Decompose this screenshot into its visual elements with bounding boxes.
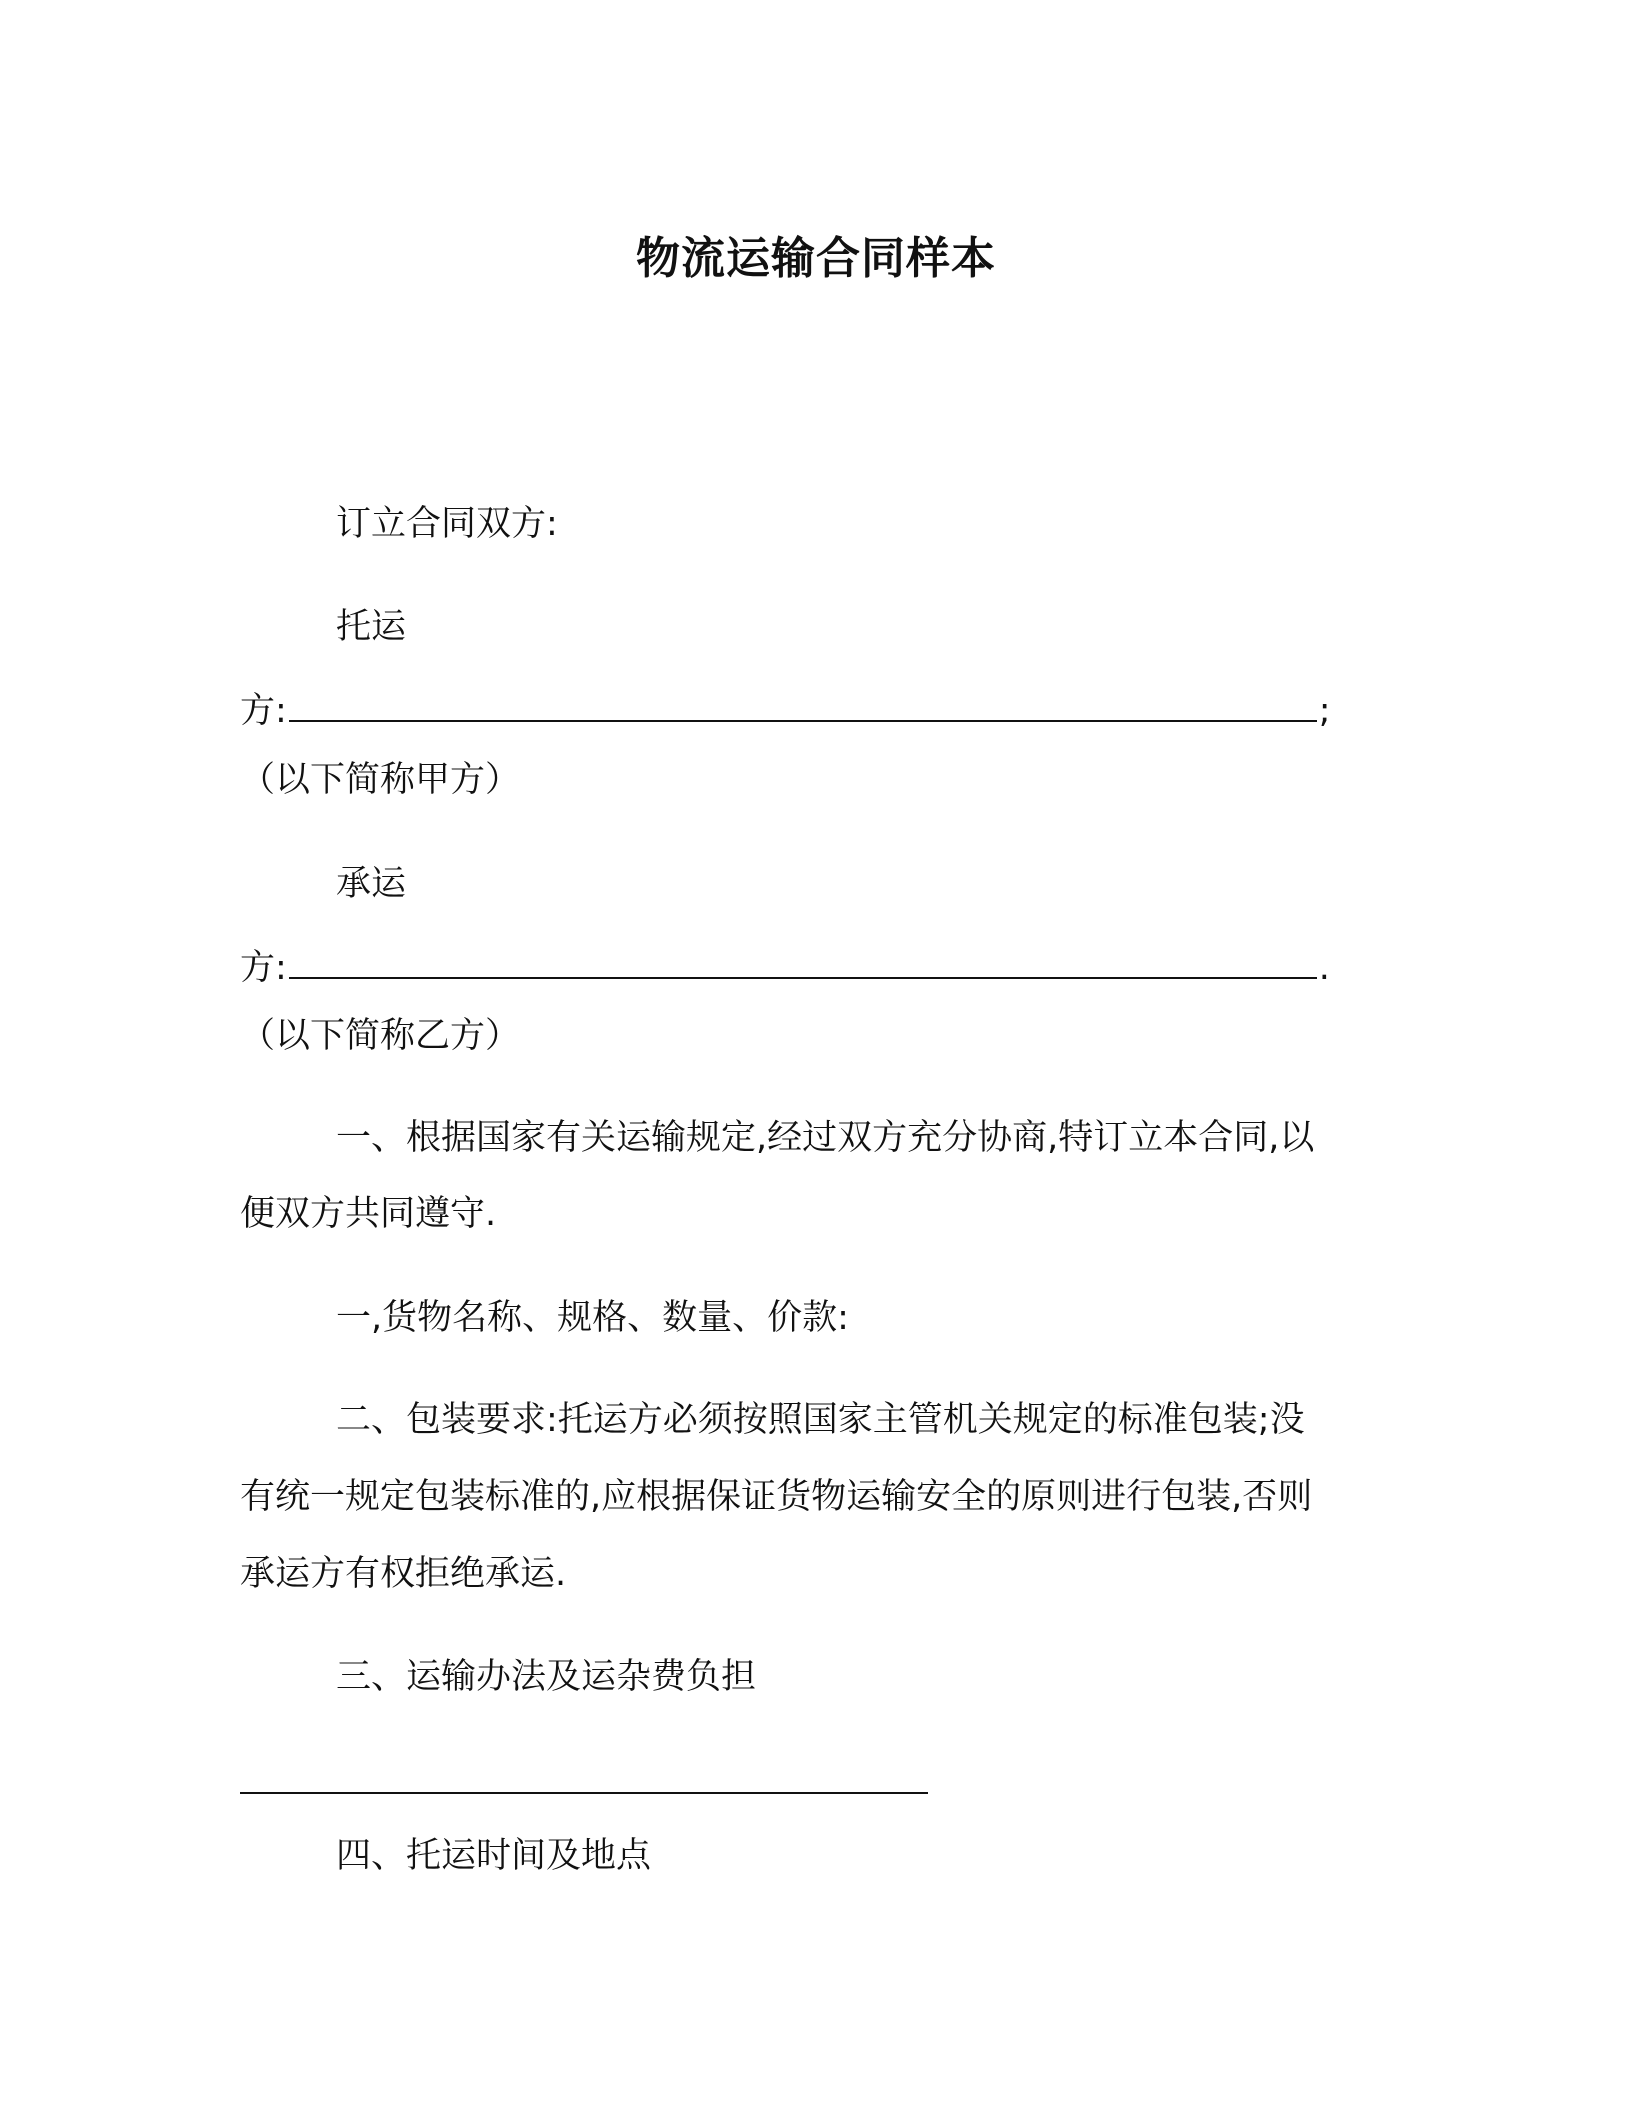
- shipper-alias: （以下简称甲方）: [240, 760, 521, 800]
- shipper-blank: [289, 686, 1317, 722]
- parties-heading: 订立合同双方:: [336, 504, 558, 544]
- transport-blank-line: [240, 1792, 928, 1794]
- carrier-label: 承运: [336, 864, 407, 904]
- clause-intro-line1: 一、根据国家有关运输规定,经过双方充分协商,特订立本合同,以: [336, 1118, 1315, 1158]
- carrier-field-line: [240, 943, 1330, 992]
- clause-packaging-line1: 二、包装要求:托运方必须按照国家主管机关规定的标准包装;没: [336, 1400, 1305, 1440]
- document-title: 物流运输合同样本: [636, 233, 996, 284]
- clause-intro-line2: 便双方共同遵守.: [240, 1194, 497, 1234]
- clause-transport: 三、运输办法及运杂费负担: [336, 1657, 757, 1697]
- clause-packaging-line2: 有统一规定包装标准的,应根据保证货物运输安全的原则进行包装,否则: [240, 1477, 1313, 1517]
- carrier-alias: （以下简称乙方）: [240, 1016, 521, 1056]
- shipper-label: 托运: [336, 607, 407, 647]
- carrier-prefix: 方:: [240, 948, 287, 988]
- carrier-blank: [289, 943, 1317, 979]
- clause-goods: 一,货物名称、规格、数量、价款:: [336, 1298, 849, 1338]
- carrier-suffix: .: [1318, 948, 1330, 988]
- clause-time-place: 四、托运时间及地点: [336, 1836, 652, 1876]
- shipper-suffix: ;: [1318, 691, 1331, 731]
- shipper-field-line: [240, 686, 1331, 735]
- clause-packaging-line3: 承运方有权拒绝承运.: [240, 1554, 567, 1594]
- shipper-prefix: 方:: [240, 691, 287, 731]
